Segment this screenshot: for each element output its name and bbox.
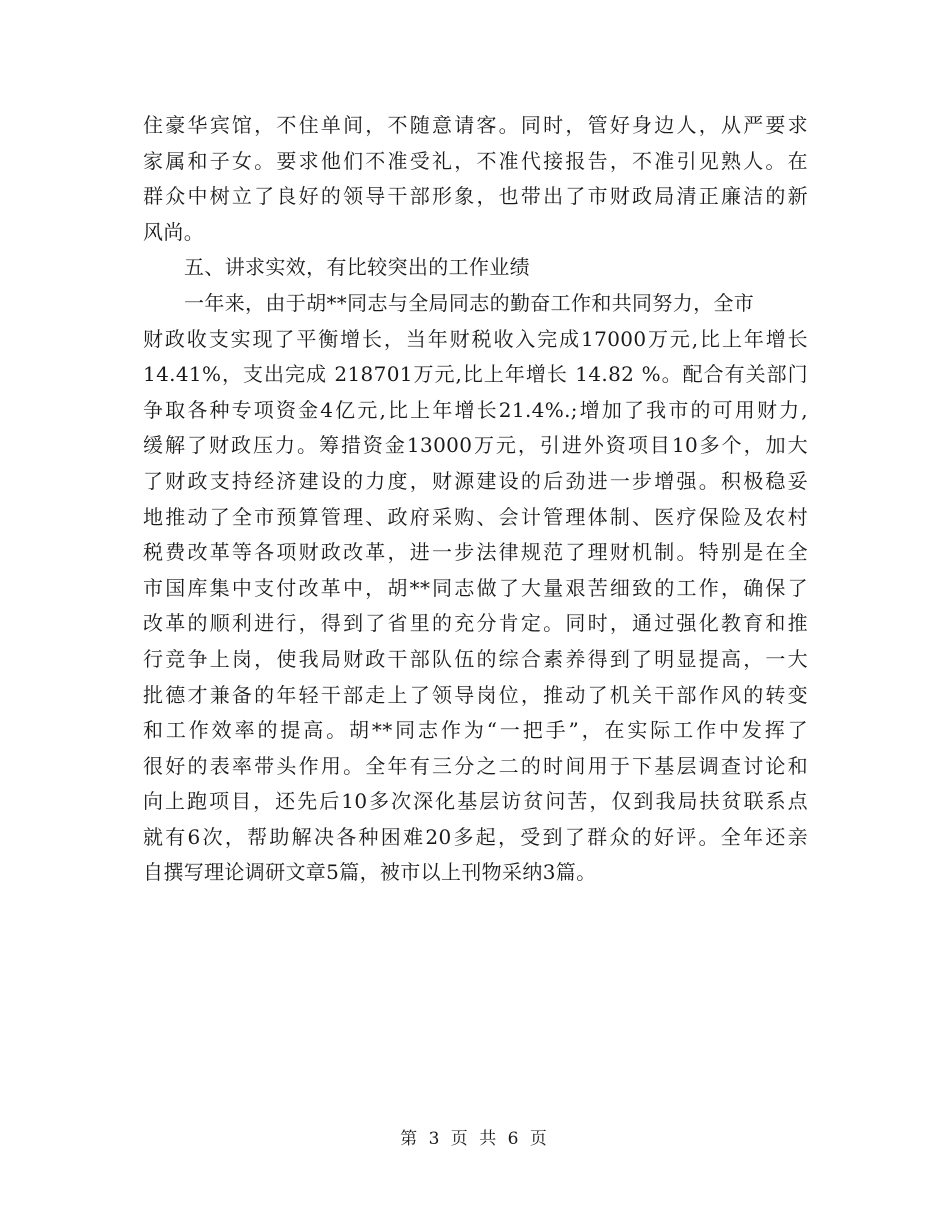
text-line: 改革的顺利进行，得到了省里的充分肯定。同时，通过强化教育和推 — [143, 611, 808, 636]
text-line: 住豪华宾馆，不住单间，不随意请客。同时，管好身边人，从严要求 — [143, 113, 808, 137]
text-line: 群众中树立了良好的领导干部形象，也带出了市财政局清正廉洁的新 — [143, 184, 808, 209]
text-line: 财政收支实现了平衡增长，当年财税收入完成17000万元,比上年增长 — [143, 326, 808, 351]
text-line: 税费改革等各项财政改革，进一步法律规范了理财机制。特别是在全 — [143, 540, 808, 565]
text-line: 行竞争上岗，使我局财政干部队伍的综合素养得到了明显提高，一大 — [143, 646, 808, 671]
text-line: 和工作效率的提高。胡**同志作为“一把手”，在实际工作中发挥了 — [143, 718, 808, 743]
text-line: 缓解了财政压力。筹措资金13000万元，引进外资项目10多个，加大 — [143, 433, 808, 458]
text-line: 14.41%，支出完成 218701万元,比上年增长 14.82 %。配合有关部门 — [143, 362, 808, 387]
text-line: 很好的表率带头作用。全年有三分之二的时间用于下基层调查讨论和 — [143, 753, 808, 778]
text-line: 批德才兼备的年轻干部走上了领导岗位，推动了机关干部作风的转变 — [143, 682, 808, 707]
text-line: 家属和子女。要求他们不准受礼，不准代接报告，不准引见熟人。在 — [143, 148, 808, 173]
text-line: 市国库集中支付改革中，胡**同志做了大量艰苦细致的工作，确保了 — [143, 575, 808, 600]
text-line: 了财政支持经济建设的力度，财源建设的后劲进一步增强。积极稳妥 — [143, 468, 808, 493]
text-line: 一年来，由于胡**同志与全局同志的勤奋工作和共同努力，全市 — [184, 290, 755, 315]
text-line: 风尚。 — [143, 219, 205, 244]
text-line: 地推动了全市预算管理、政府采购、会计管理体制、医疗保险及农村 — [143, 504, 808, 529]
text-line: 向上跑项目，还先后10多次深化基层访贫问苦，仅到我局扶贫联系点 — [143, 789, 808, 814]
section-heading: 五、讲求实效，有比较突出的工作业绩 — [184, 255, 530, 280]
text-line: 争取各种专项资金4亿元,比上年增长21.4%.;增加了我市的可用财力, — [143, 397, 808, 422]
body-text — [143, 108, 808, 891]
text-line: 自撰写理论调研文章5篇，被市以上刊物采纳3篇。 — [143, 860, 597, 885]
text-line: 就有6次，帮助解决各种困难20多起，受到了群众的好评。全年还亲 — [143, 824, 808, 849]
page-number-footer: 第 3 页 共 6 页 — [400, 1129, 550, 1149]
